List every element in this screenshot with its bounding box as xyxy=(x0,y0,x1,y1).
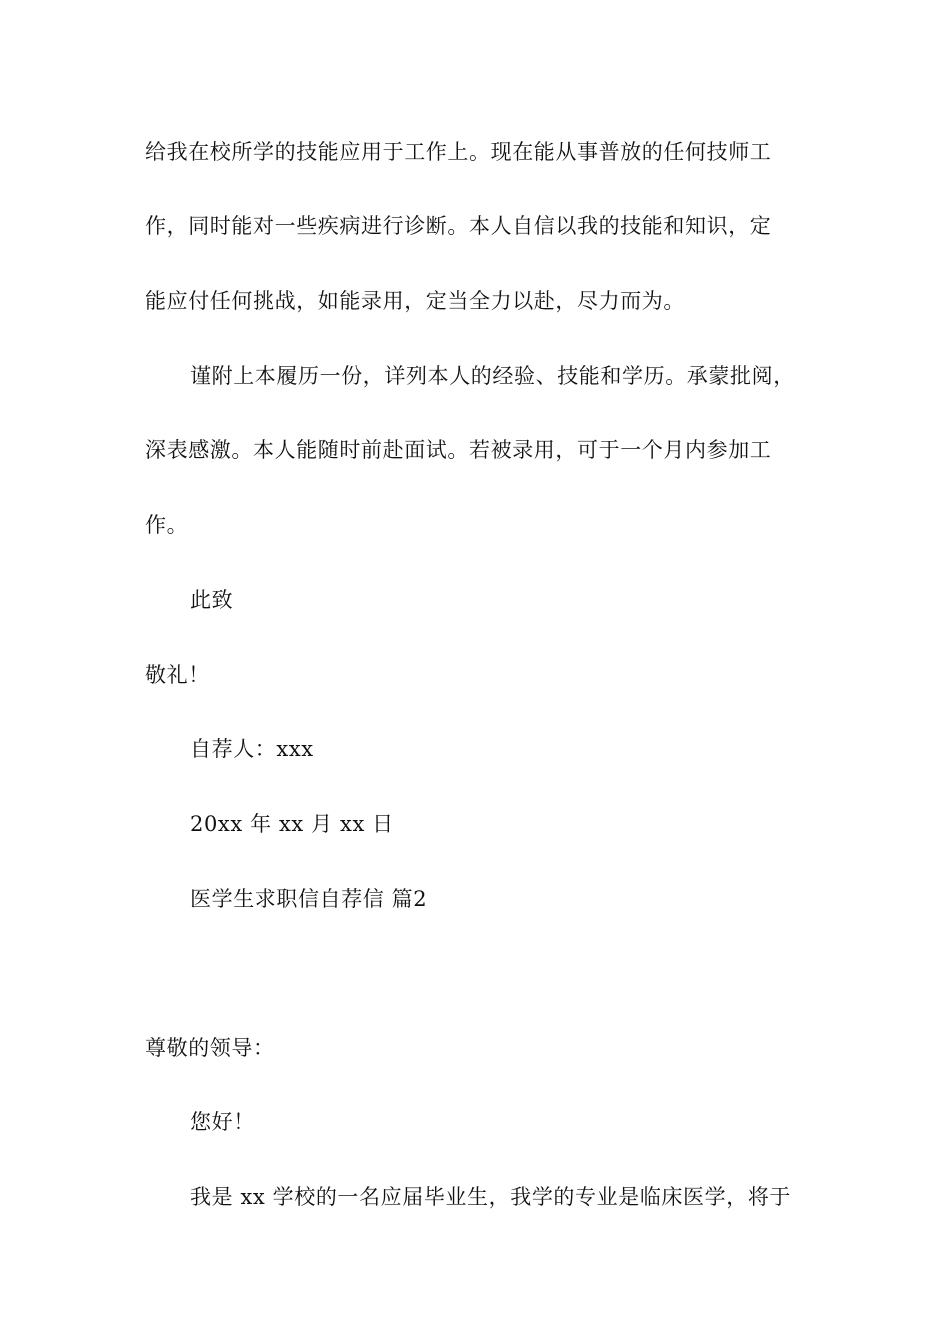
greeting: 您好！ xyxy=(190,1110,255,1134)
body-line-1: 给我在校所学的技能应用于工作上。现在能从事普放的任何技师工 xyxy=(145,140,772,164)
paragraph-attachment-line-1: 谨附上本履历一份，详列本人的经验、技能和学历。承蒙批阅， xyxy=(190,364,795,388)
closing-cizhi: 此致 xyxy=(190,588,234,612)
paragraph-attachment-line-3: 作。 xyxy=(145,513,189,537)
date-line: 20xx 年 xx 月 xx 日 xyxy=(190,812,394,836)
closing-jingli: 敬礼！ xyxy=(145,663,210,687)
paragraph-attachment-line-2: 深表感激。本人能随时前赴面试。若被录用，可于一个月内参加工 xyxy=(145,438,772,462)
body-line-3: 能应付任何挑战，如能录用，定当全力以赴，尽力而为。 xyxy=(145,289,685,313)
intro-line: 我是 xx 学校的一名应届毕业生，我学的专业是临床医学，将于 xyxy=(190,1185,792,1209)
signature-line: 自荐人：xxx xyxy=(190,737,314,761)
salutation: 尊敬的领导： xyxy=(145,1036,275,1060)
body-line-2: 作，同时能对一些疾病进行诊断。本人自信以我的技能和知识，定 xyxy=(145,214,772,238)
section-heading: 医学生求职信自荐信 篇2 xyxy=(190,887,428,911)
